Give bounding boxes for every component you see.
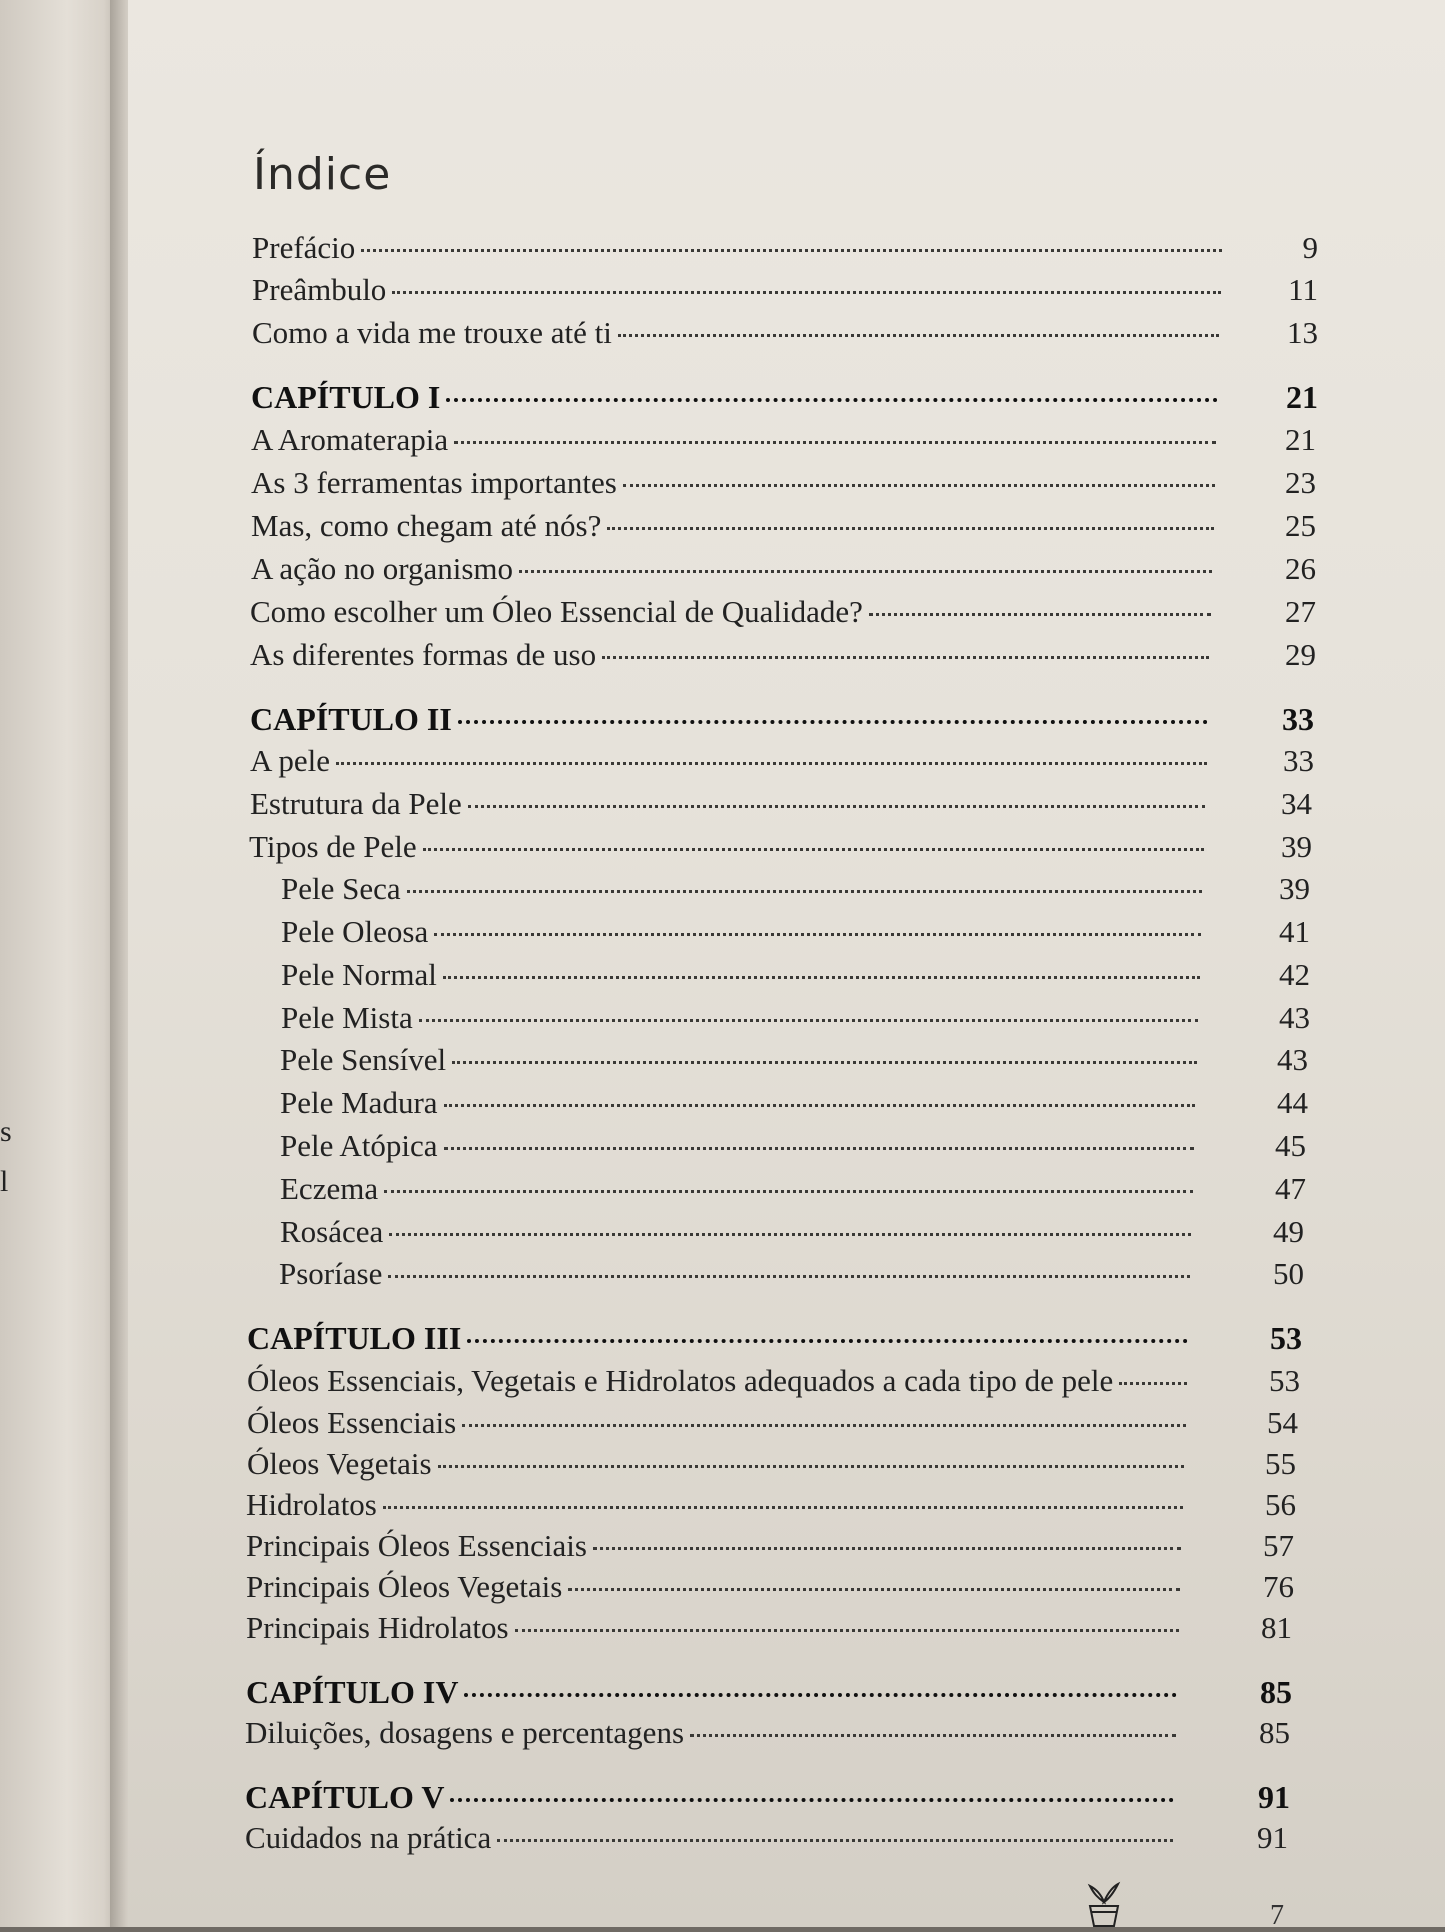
dot-leader	[389, 1233, 1191, 1236]
entry-title: As diferentes formas de uso	[250, 637, 597, 672]
toc-entry	[247, 1444, 1296, 1484]
entry-title: Pele Normal	[281, 957, 437, 992]
dot-leader	[467, 1339, 1188, 1343]
dot-leader	[464, 1693, 1177, 1697]
toc-entry	[252, 313, 1318, 353]
entry-title: Pele Seca	[281, 871, 401, 906]
chapter-row	[251, 377, 1318, 417]
entry-page-number: 13	[1287, 315, 1318, 350]
toc-entry	[250, 784, 1312, 824]
entry-page-number: 91	[1258, 1779, 1290, 1815]
dot-leader	[438, 1465, 1184, 1468]
dot-leader	[690, 1734, 1176, 1737]
toc-entry	[249, 827, 1312, 867]
entry-title: Prefácio	[252, 230, 356, 265]
toc-entry	[246, 1485, 1296, 1525]
dot-leader	[602, 656, 1209, 659]
chapter-title: CAPÍTULO IV	[246, 1674, 459, 1710]
entry-page-number: 44	[1277, 1085, 1308, 1120]
chapter-row	[245, 1777, 1290, 1817]
entry-page-number: 85	[1260, 1674, 1292, 1710]
entry-title: Principais Hidrolatos	[246, 1610, 509, 1645]
facing-page-fragment: s	[0, 1115, 12, 1148]
entry-page-number: 54	[1267, 1405, 1298, 1440]
chapter-row	[247, 1318, 1302, 1358]
entry-page-number: 47	[1275, 1171, 1306, 1206]
entry-title: Pele Sensível	[280, 1042, 447, 1077]
dot-leader	[519, 570, 1212, 573]
dot-leader	[336, 762, 1207, 765]
dot-leader	[497, 1839, 1173, 1842]
entry-title: Cuidados na prática	[245, 1820, 492, 1855]
entry-page-number: 29	[1285, 637, 1316, 672]
entry-title: Mas, como chegam até nós?	[251, 508, 602, 543]
toc-entry	[280, 1212, 1304, 1252]
entry-page-number: 55	[1265, 1446, 1296, 1481]
entry-page-number: 81	[1261, 1610, 1292, 1645]
entry-page-number: 23	[1285, 465, 1316, 500]
entry-page-number: 53	[1269, 1363, 1300, 1398]
toc-entry	[247, 1403, 1298, 1443]
entry-page-number: 27	[1285, 594, 1316, 629]
dot-leader	[623, 484, 1215, 487]
entry-title: Rosácea	[280, 1214, 384, 1249]
entry-page-number: 25	[1285, 508, 1316, 543]
toc-entry	[280, 1083, 1308, 1123]
toc-entry	[246, 1608, 1292, 1648]
dot-leader	[444, 1147, 1194, 1150]
dot-leader	[454, 441, 1216, 444]
leaf-pot-ornament-icon	[1082, 1880, 1126, 1927]
entry-page-number: 33	[1282, 701, 1314, 737]
dot-leader	[361, 249, 1222, 252]
toc-entry	[247, 1361, 1300, 1401]
entry-title: Hidrolatos	[246, 1487, 377, 1522]
toc-entry	[280, 1040, 1308, 1080]
dot-leader	[458, 720, 1208, 724]
toc-entry	[281, 955, 1310, 995]
entry-page-number: 42	[1279, 957, 1310, 992]
entry-title: Óleos Essenciais	[247, 1405, 457, 1440]
chapter-row	[250, 699, 1314, 739]
entry-page-number: 11	[1288, 272, 1318, 307]
entry-title: Tipos de Pele	[249, 829, 417, 864]
toc-entry	[251, 463, 1316, 503]
toc-entry	[281, 869, 1310, 909]
page-title: Índice	[253, 149, 392, 201]
dot-leader	[392, 291, 1221, 294]
toc-entry	[252, 228, 1318, 268]
entry-page-number: 9	[1302, 230, 1318, 265]
entry-page-number: 57	[1263, 1528, 1294, 1563]
toc-entry	[246, 1526, 1294, 1566]
dot-leader	[568, 1588, 1180, 1591]
dot-leader	[607, 527, 1214, 530]
entry-title: A pele	[250, 743, 331, 778]
toc-entry	[279, 1254, 1304, 1294]
entry-title: Pele Mista	[281, 1000, 413, 1035]
toc-entry	[251, 506, 1316, 546]
entry-title: As 3 ferramentas importantes	[251, 465, 617, 500]
chapter-title: CAPÍTULO II	[250, 701, 452, 737]
dot-leader	[869, 613, 1211, 616]
entry-title: Pele Madura	[280, 1085, 438, 1120]
toc-entry	[280, 1126, 1306, 1166]
facing-page-fragment: l	[0, 1165, 9, 1198]
chapter-row	[246, 1672, 1292, 1712]
entry-page-number: 39	[1279, 871, 1310, 906]
entry-title: Psoríase	[279, 1256, 383, 1291]
dot-leader	[452, 1061, 1197, 1064]
entry-page-number: 56	[1265, 1487, 1296, 1522]
entry-page-number: 91	[1257, 1820, 1288, 1855]
page-number: 7	[1270, 1900, 1284, 1931]
entry-page-number: 76	[1263, 1569, 1294, 1604]
entry-title: Estrutura da Pele	[250, 786, 462, 821]
entry-page-number: 21	[1285, 422, 1316, 457]
entry-title: Pele Oleosa	[281, 914, 429, 949]
entry-title: Preâmbulo	[252, 272, 387, 307]
dot-leader	[1119, 1382, 1187, 1385]
dot-leader	[434, 933, 1201, 936]
entry-title: A Aromaterapia	[251, 422, 449, 457]
toc-entry	[280, 1169, 1306, 1209]
entry-title: Pele Atópica	[280, 1128, 438, 1163]
entry-title: A ação no organismo	[251, 551, 514, 586]
entry-page-number: 26	[1285, 551, 1316, 586]
dot-leader	[450, 1798, 1174, 1802]
dot-leader	[383, 1506, 1183, 1509]
dot-leader	[446, 398, 1218, 402]
toc-entry	[245, 1818, 1288, 1858]
dot-leader	[515, 1629, 1179, 1632]
dot-leader	[444, 1104, 1195, 1107]
entry-title: Óleos Essenciais, Vegetais e Hidrolatos adequados a cada tipo de pele	[247, 1363, 1114, 1398]
entry-title: Como a vida me trouxe até ti	[252, 315, 612, 350]
toc-entry	[245, 1713, 1290, 1753]
dot-leader	[407, 890, 1202, 893]
entry-page-number: 43	[1277, 1042, 1308, 1077]
entry-page-number: 45	[1275, 1128, 1306, 1163]
entry-page-number: 85	[1259, 1715, 1290, 1750]
dot-leader	[384, 1190, 1193, 1193]
dot-leader	[593, 1547, 1181, 1550]
entry-page-number: 41	[1279, 914, 1310, 949]
entry-title: Principais Óleos Vegetais	[246, 1569, 563, 1604]
entry-title: Como escolher um Óleo Essencial de Qualidade?	[250, 594, 863, 629]
entry-title: Óleos Vegetais	[247, 1446, 432, 1481]
entry-page-number: 34	[1281, 786, 1312, 821]
dot-leader	[462, 1424, 1186, 1427]
toc-entry	[281, 912, 1310, 952]
chapter-title: CAPÍTULO III	[247, 1320, 462, 1356]
toc-entry	[246, 1567, 1294, 1607]
toc-entry	[250, 635, 1316, 675]
entry-page-number: 43	[1279, 1000, 1310, 1035]
entry-title: Principais Óleos Essenciais	[246, 1528, 587, 1563]
toc-entry	[250, 592, 1316, 632]
dot-leader	[388, 1275, 1190, 1278]
dot-leader	[419, 1019, 1198, 1022]
toc-entry	[250, 741, 1314, 781]
dot-leader	[443, 976, 1200, 979]
toc-entry	[251, 549, 1316, 589]
dot-leader	[618, 334, 1219, 337]
entry-title: Diluições, dosagens e percentagens	[245, 1715, 685, 1750]
chapter-title: CAPÍTULO I	[251, 379, 441, 415]
dot-leader	[468, 805, 1205, 808]
entry-title: Eczema	[280, 1171, 379, 1206]
entry-page-number: 50	[1273, 1256, 1304, 1291]
toc-entry	[281, 998, 1310, 1038]
entry-page-number: 53	[1270, 1320, 1302, 1356]
entry-page-number: 21	[1286, 379, 1318, 415]
entry-page-number: 33	[1283, 743, 1314, 778]
toc-entry	[252, 270, 1318, 310]
entry-page-number: 49	[1273, 1214, 1304, 1249]
chapter-title: CAPÍTULO V	[245, 1779, 445, 1815]
toc-entry	[251, 420, 1316, 460]
entry-page-number: 39	[1281, 829, 1312, 864]
dot-leader	[423, 848, 1204, 851]
